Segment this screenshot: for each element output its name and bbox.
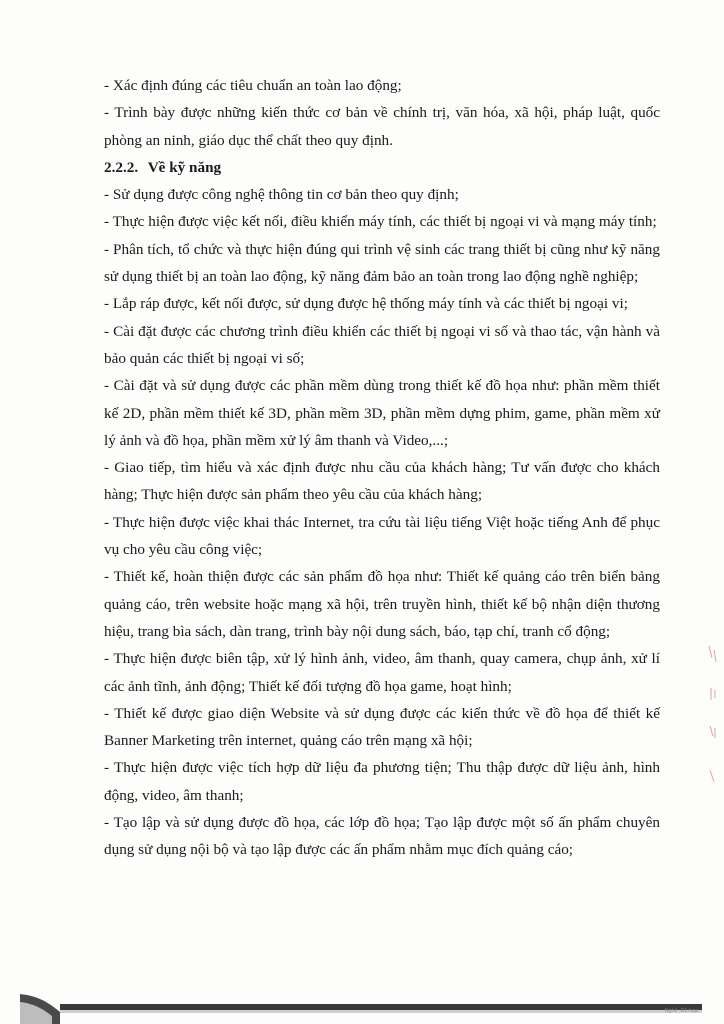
paragraph: - Xác định đúng các tiêu chuẩn an toàn lao động; bbox=[104, 77, 402, 94]
footer-label: Nghề: Đồ họa bbox=[664, 1008, 698, 1014]
paragraph: - Tạo lập và sử dụng được đồ họa, các lớp đồ họa; Tạo lập được một số ấn phẩm chuyên dụng sử dụng nội bộ và tạo lập được các ấn phẩm nhằm mục đích quảng cáo; bbox=[104, 814, 660, 859]
section-heading bbox=[104, 154, 660, 181]
paragraph: - Phân tích, tổ chức và thực hiện đúng qui trình vệ sinh các trang thiết bị cũng như kỹ năng sử dụng thiết bị an toàn lao động, kỹ năng đảm bảo an toàn trong lao động nghề nghiệp; bbox=[104, 240, 660, 286]
paragraph: - Cài đặt được các chương trình điều khiển các thiết bị ngoại vi số và thao tác, vận hành và bảo quản các thiết bị ngoại vi số; bbox=[104, 322, 660, 367]
margin-stamp-marks bbox=[706, 640, 720, 790]
paragraph: - Thiết kế được giao diện Website và sử dụng được các kiến thức về đồ họa để thiết kế Banner Marketing trên internet, quảng cáo trên mạng xã hội; bbox=[104, 704, 660, 750]
paragraph: - Thực hiện được việc kết nối, điều khiển máy tính, các thiết bị ngoại vi và mạng máy tính; bbox=[104, 213, 657, 231]
paragraph: - Cài đặt và sử dụng được các phần mềm dùng trong thiết kế đồ họa như: phần mềm thiết kế 2D, phần mềm thiết kế 3D, phần mềm 3D, phần mềm dựng phim, game, phần mềm xử lý ảnh và đồ họa, phần mềm xử lý âm thanh và Video,...; bbox=[104, 377, 660, 449]
section-number: 2.2.2. bbox=[104, 158, 139, 176]
section-title: Về kỹ năng bbox=[147, 158, 222, 176]
paragraph: - Sử dụng được công nghệ thông tin cơ bản theo quy định; bbox=[104, 186, 459, 204]
paragraph: - Giao tiếp, tìm hiểu và xác định được nhu cầu của khách hàng; Tư vấn được cho khách hàng; Thực hiện được sản phẩm theo yêu cầu của khách hàng; bbox=[104, 459, 660, 504]
paragraph: - Thực hiện được biên tập, xử lý hình ảnh, video, âm thanh, quay camera, chụp ảnh, xử lí các ảnh tĩnh, ảnh động; Thiết kế đối tượng đồ họa game, hoạt hình; bbox=[104, 650, 660, 695]
document-body bbox=[104, 72, 660, 864]
paragraph: - Trình bày được những kiến thức cơ bản về chính trị, văn hóa, xã hội, pháp luật, quốc phòng an ninh, giáo dục thể chất theo quy định. bbox=[104, 104, 660, 149]
paragraph: - Thiết kế, hoàn thiện được các sản phẩm đồ họa như: Thiết kế quảng cáo trên biển bảng quảng cáo, trên website hoặc mạng xã hội, trên truyền hình, thiết kế bộ nhận diện thương hiệu, trang bìa sách, dàn trang, trình bày nội dung sách, báo, tạp chí, tranh cổ động; bbox=[104, 568, 660, 640]
paragraph: - Thực hiện được việc tích hợp dữ liệu đa phương tiện; Thu thập được dữ liệu ảnh, hình động, video, âm thanh; bbox=[104, 759, 660, 804]
paragraph: - Thực hiện được việc khai thác Internet, tra cứu tài liệu tiếng Việt hoặc tiếng Anh để phục vụ cho yêu cầu công việc; bbox=[104, 513, 660, 559]
footer-decoration bbox=[0, 990, 724, 1024]
paragraph: - Lắp ráp được, kết nối được, sử dụng được hệ thống máy tính và các thiết bị ngoại vi; bbox=[104, 295, 628, 313]
